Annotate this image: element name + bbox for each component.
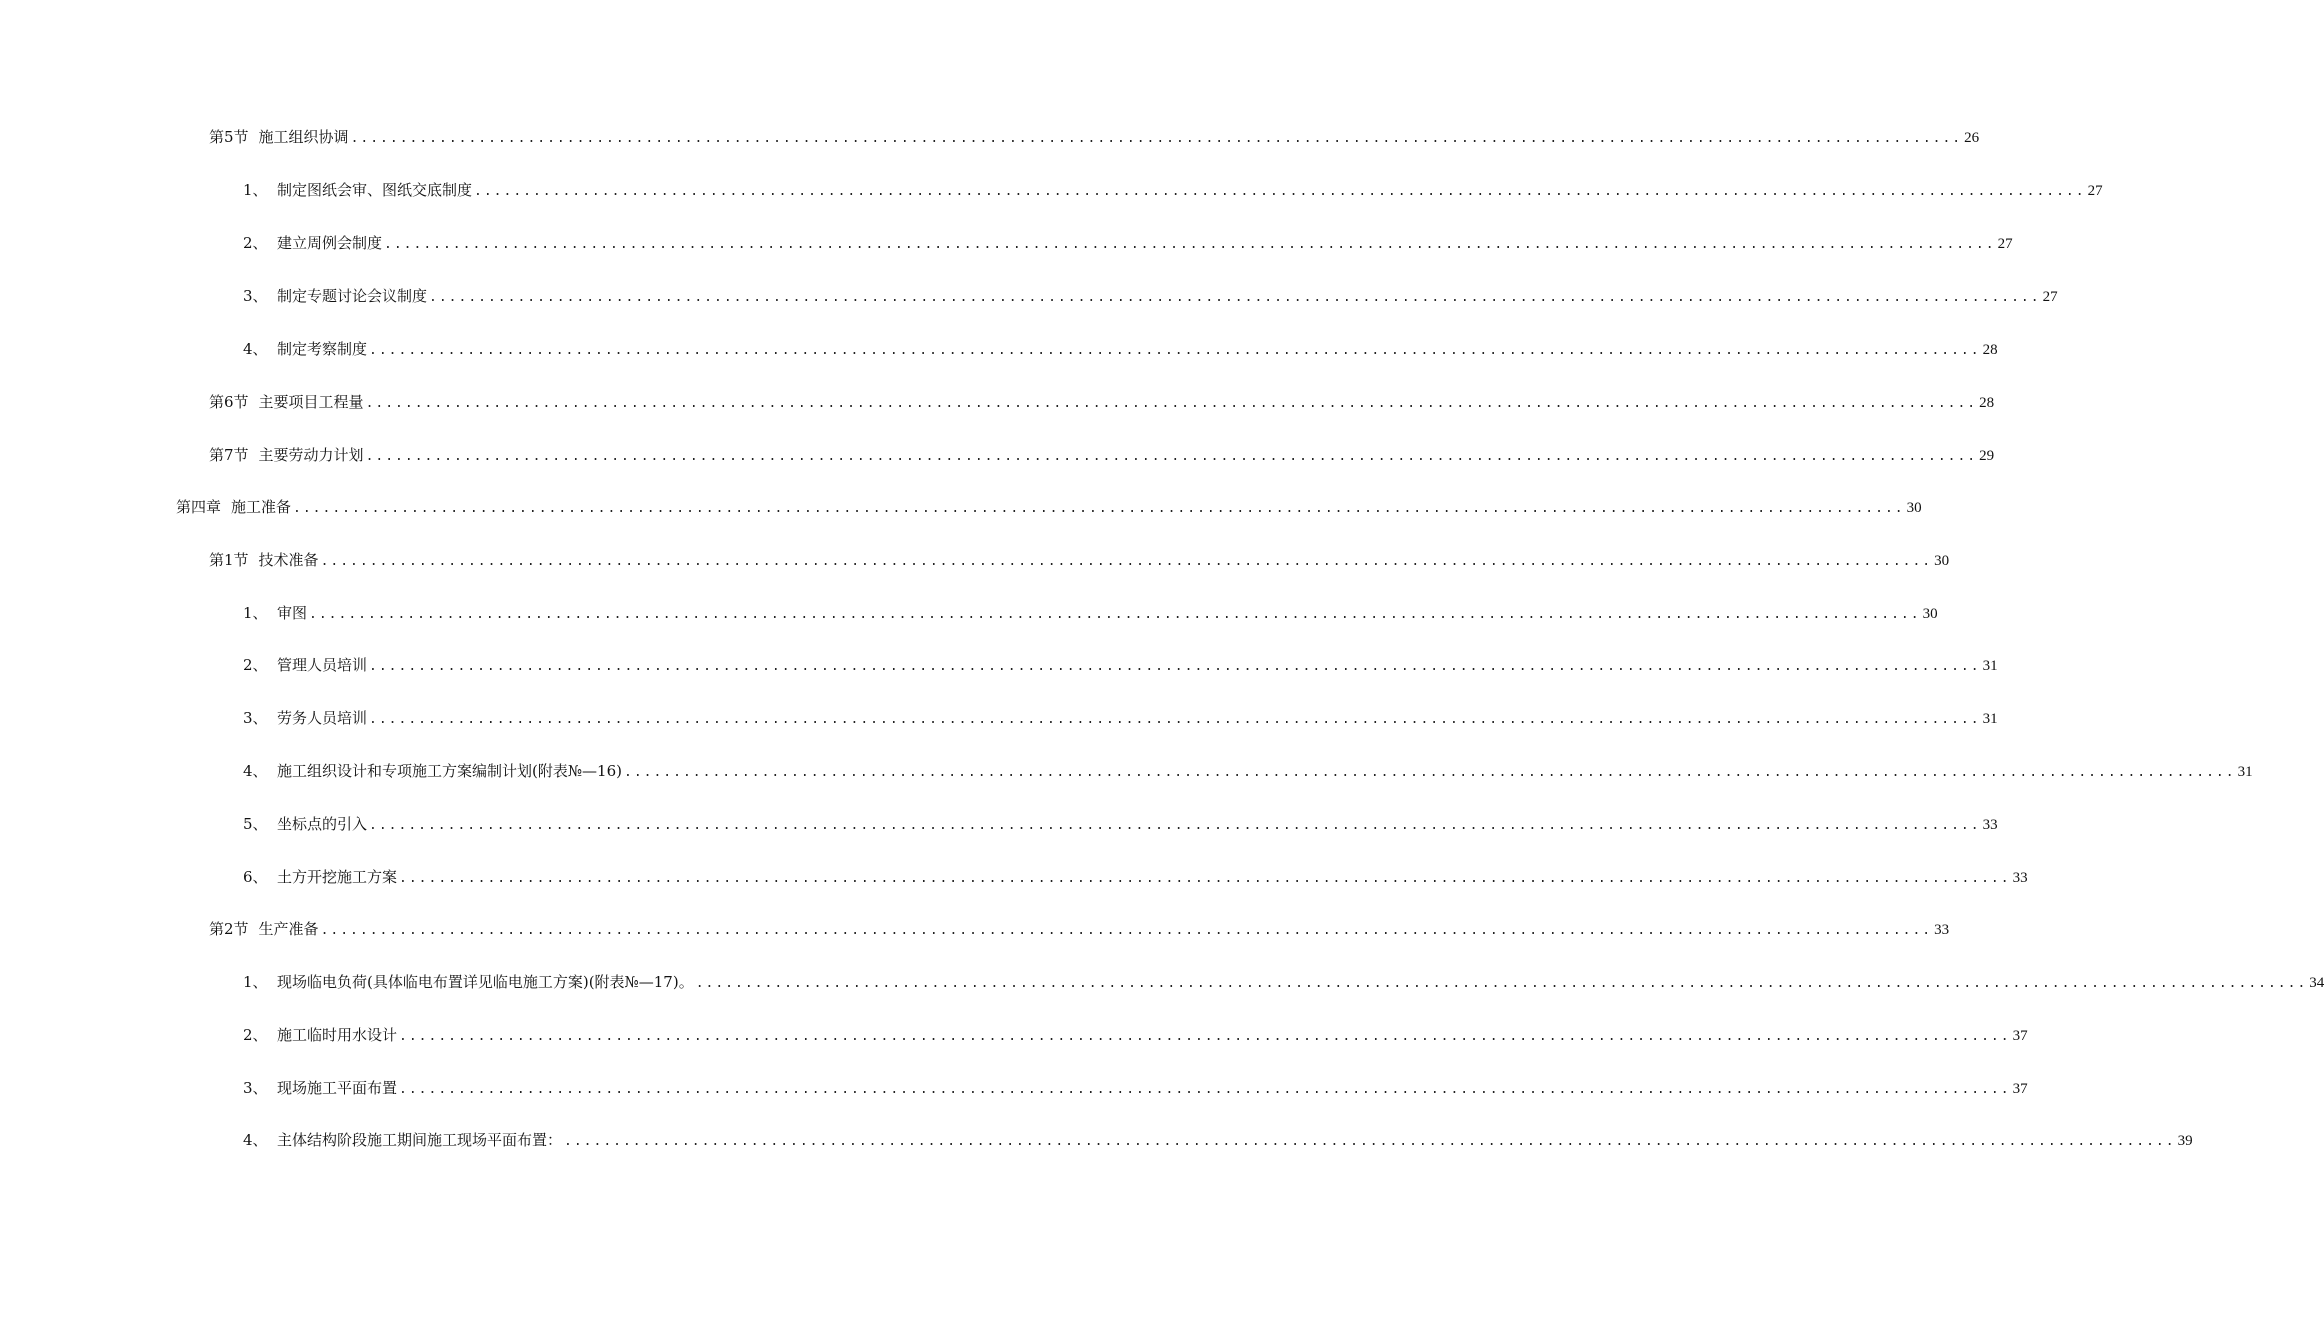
toc-entry-number: 3、 [243, 287, 268, 305]
toc-entry-title: 施工临时用水设计 [277, 1026, 398, 1044]
dot-leader: .................................................................................................................................................................... [369, 712, 1981, 727]
toc-entry-item[interactable] [243, 866, 2028, 888]
toc-entry-number: 2、 [243, 234, 268, 252]
toc-entry-page: 27 [2042, 289, 2058, 305]
toc-entry-title: 制定专题讨论会议制度 [277, 287, 428, 305]
dot-leader: .................................................................................................................................................................... [429, 290, 2041, 305]
toc-entry-number: 4、 [243, 1131, 268, 1149]
toc-entry-page: 30 [1934, 553, 1950, 569]
dot-leader: .................................................................................................................................................................... [399, 1029, 2011, 1044]
toc-entry-number: 1、 [243, 973, 268, 991]
toc-entry-title: 管理人员培训 [277, 656, 368, 674]
toc-entry-page: 27 [1997, 236, 2013, 252]
toc-entry-section[interactable] [209, 391, 1995, 413]
dot-leader: .................................................................................................................................................................... [369, 818, 1981, 833]
dot-leader: .................................................................................................................................................................... [369, 659, 1981, 674]
toc-entry-title: 制定图纸会审、图纸交底制度 [277, 181, 473, 199]
toc-entry-page: 31 [1982, 711, 1998, 727]
dot-leader: .................................................................................................................................................................... [399, 871, 2011, 886]
toc-entry-page: 31 [2237, 764, 2253, 780]
toc-entry-title: 主体结构阶段施工期间施工现场平面布置： [277, 1131, 563, 1149]
toc-entry-item[interactable] [243, 760, 2253, 782]
toc-entry-number: 1、 [243, 181, 268, 199]
toc-entry-item[interactable] [243, 232, 2013, 254]
toc-entry-section[interactable] [209, 126, 1980, 148]
toc-entry-title: 施工组织设计和专项施工方案编制计划(附表№—16) [277, 762, 622, 780]
toc-entry-section[interactable] [209, 549, 1950, 571]
toc-entry-page: 37 [2012, 1081, 2028, 1097]
dot-leader: .................................................................................................................................................................... [624, 765, 2236, 780]
dot-leader: .................................................................................................................................................................... [399, 1082, 2011, 1097]
toc-entry-page: 39 [2177, 1133, 2193, 1149]
dot-leader: .................................................................................................................................................................... [474, 184, 2086, 199]
toc-entry-title: 制定考察制度 [277, 340, 368, 358]
toc-entry-chapter[interactable] [176, 496, 1922, 518]
toc-entry-title: 坐标点的引入 [277, 815, 368, 833]
toc-entry-number: 3、 [243, 709, 268, 727]
toc-entry-number: 第2节 [209, 920, 249, 938]
toc-entry-title: 施工准备 [231, 498, 292, 516]
toc-entry-number: 第四章 [176, 498, 222, 516]
toc-entry-page: 33 [1934, 922, 1950, 938]
toc-entry-page: 31 [1982, 658, 1998, 674]
toc-entry-title: 现场施工平面布置 [277, 1079, 398, 1097]
dot-leader: .................................................................................................................................................................... [365, 449, 1978, 464]
toc-entry-item[interactable] [243, 813, 1998, 835]
toc-entry-section[interactable] [209, 918, 1950, 940]
toc-entry-page: 34 [2309, 975, 2324, 991]
toc-entry-page: 33 [2012, 870, 2028, 886]
dot-leader: .................................................................................................................................................................... [309, 607, 1921, 622]
toc-entry-section[interactable] [209, 444, 1995, 466]
toc-entry-item[interactable] [243, 338, 1998, 360]
toc-entry-item[interactable] [243, 707, 1998, 729]
toc-entry-number: 第1节 [209, 551, 249, 569]
toc-entry-item[interactable] [243, 971, 2324, 993]
toc-entry-number: 第6节 [209, 393, 249, 411]
toc-entry-number: 4、 [243, 340, 268, 358]
toc-entry-item[interactable] [243, 1129, 2193, 1151]
toc-entry-page: 28 [1982, 342, 1998, 358]
toc-entry-number: 6、 [243, 868, 268, 886]
toc-entry-title: 主要劳动力计划 [258, 446, 364, 464]
toc-entry-number: 5、 [243, 815, 268, 833]
toc-entry-page: 30 [1922, 606, 1938, 622]
toc-entry-page: 29 [1979, 448, 1995, 464]
toc-entry-page: 37 [2012, 1028, 2028, 1044]
toc-entry-item[interactable] [243, 179, 2103, 201]
toc-entry-page: 27 [2087, 183, 2103, 199]
toc-entry-page: 30 [1906, 500, 1922, 516]
dot-leader: .................................................................................................................................................................... [365, 396, 1978, 411]
toc-entry-title: 主要项目工程量 [258, 393, 364, 411]
toc-entry-number: 2、 [243, 1026, 268, 1044]
toc-entry-number: 1、 [243, 604, 268, 622]
toc-entry-title: 土方开挖施工方案 [277, 868, 398, 886]
toc-entry-title: 劳务人员培训 [277, 709, 368, 727]
toc-entry-item[interactable] [243, 654, 1998, 676]
toc-entry-item[interactable] [243, 1024, 2028, 1046]
toc-entry-number: 4、 [243, 762, 268, 780]
dot-leader: .................................................................................................................................................................... [293, 501, 1905, 516]
dot-leader: .................................................................................................................................................................... [564, 1134, 2176, 1149]
toc-entry-number: 2、 [243, 656, 268, 674]
toc-entry-page: 28 [1979, 395, 1995, 411]
toc-entry-title: 现场临电负荷(具体临电布置详见临电施工方案)(附表№—17)。 [277, 973, 694, 991]
toc-entry-title: 建立周例会制度 [277, 234, 383, 252]
toc-entry-item[interactable] [243, 1077, 2028, 1099]
toc-entry-page: 26 [1964, 130, 1980, 146]
toc-entry-title: 技术准备 [258, 551, 319, 569]
toc-entry-number: 第7节 [209, 446, 249, 464]
toc-entry-title: 生产准备 [258, 920, 319, 938]
toc-entry-item[interactable] [243, 285, 2058, 307]
toc-entry-title: 施工组织协调 [258, 128, 349, 146]
toc-entry-item[interactable] [243, 602, 1938, 624]
toc-entry-page: 33 [1982, 817, 1998, 833]
toc-entry-title: 审图 [277, 604, 308, 622]
dot-leader: .................................................................................................................................................................... [320, 554, 1933, 569]
dot-leader: .................................................................................................................................................................... [695, 976, 2308, 991]
dot-leader: .................................................................................................................................................................... [369, 343, 1981, 358]
dot-leader: .................................................................................................................................................................... [384, 237, 1996, 252]
dot-leader: .................................................................................................................................................................... [350, 131, 1963, 146]
toc-entry-number: 第5节 [209, 128, 249, 146]
toc-entry-number: 3、 [243, 1079, 268, 1097]
dot-leader: .................................................................................................................................................................... [320, 923, 1933, 938]
